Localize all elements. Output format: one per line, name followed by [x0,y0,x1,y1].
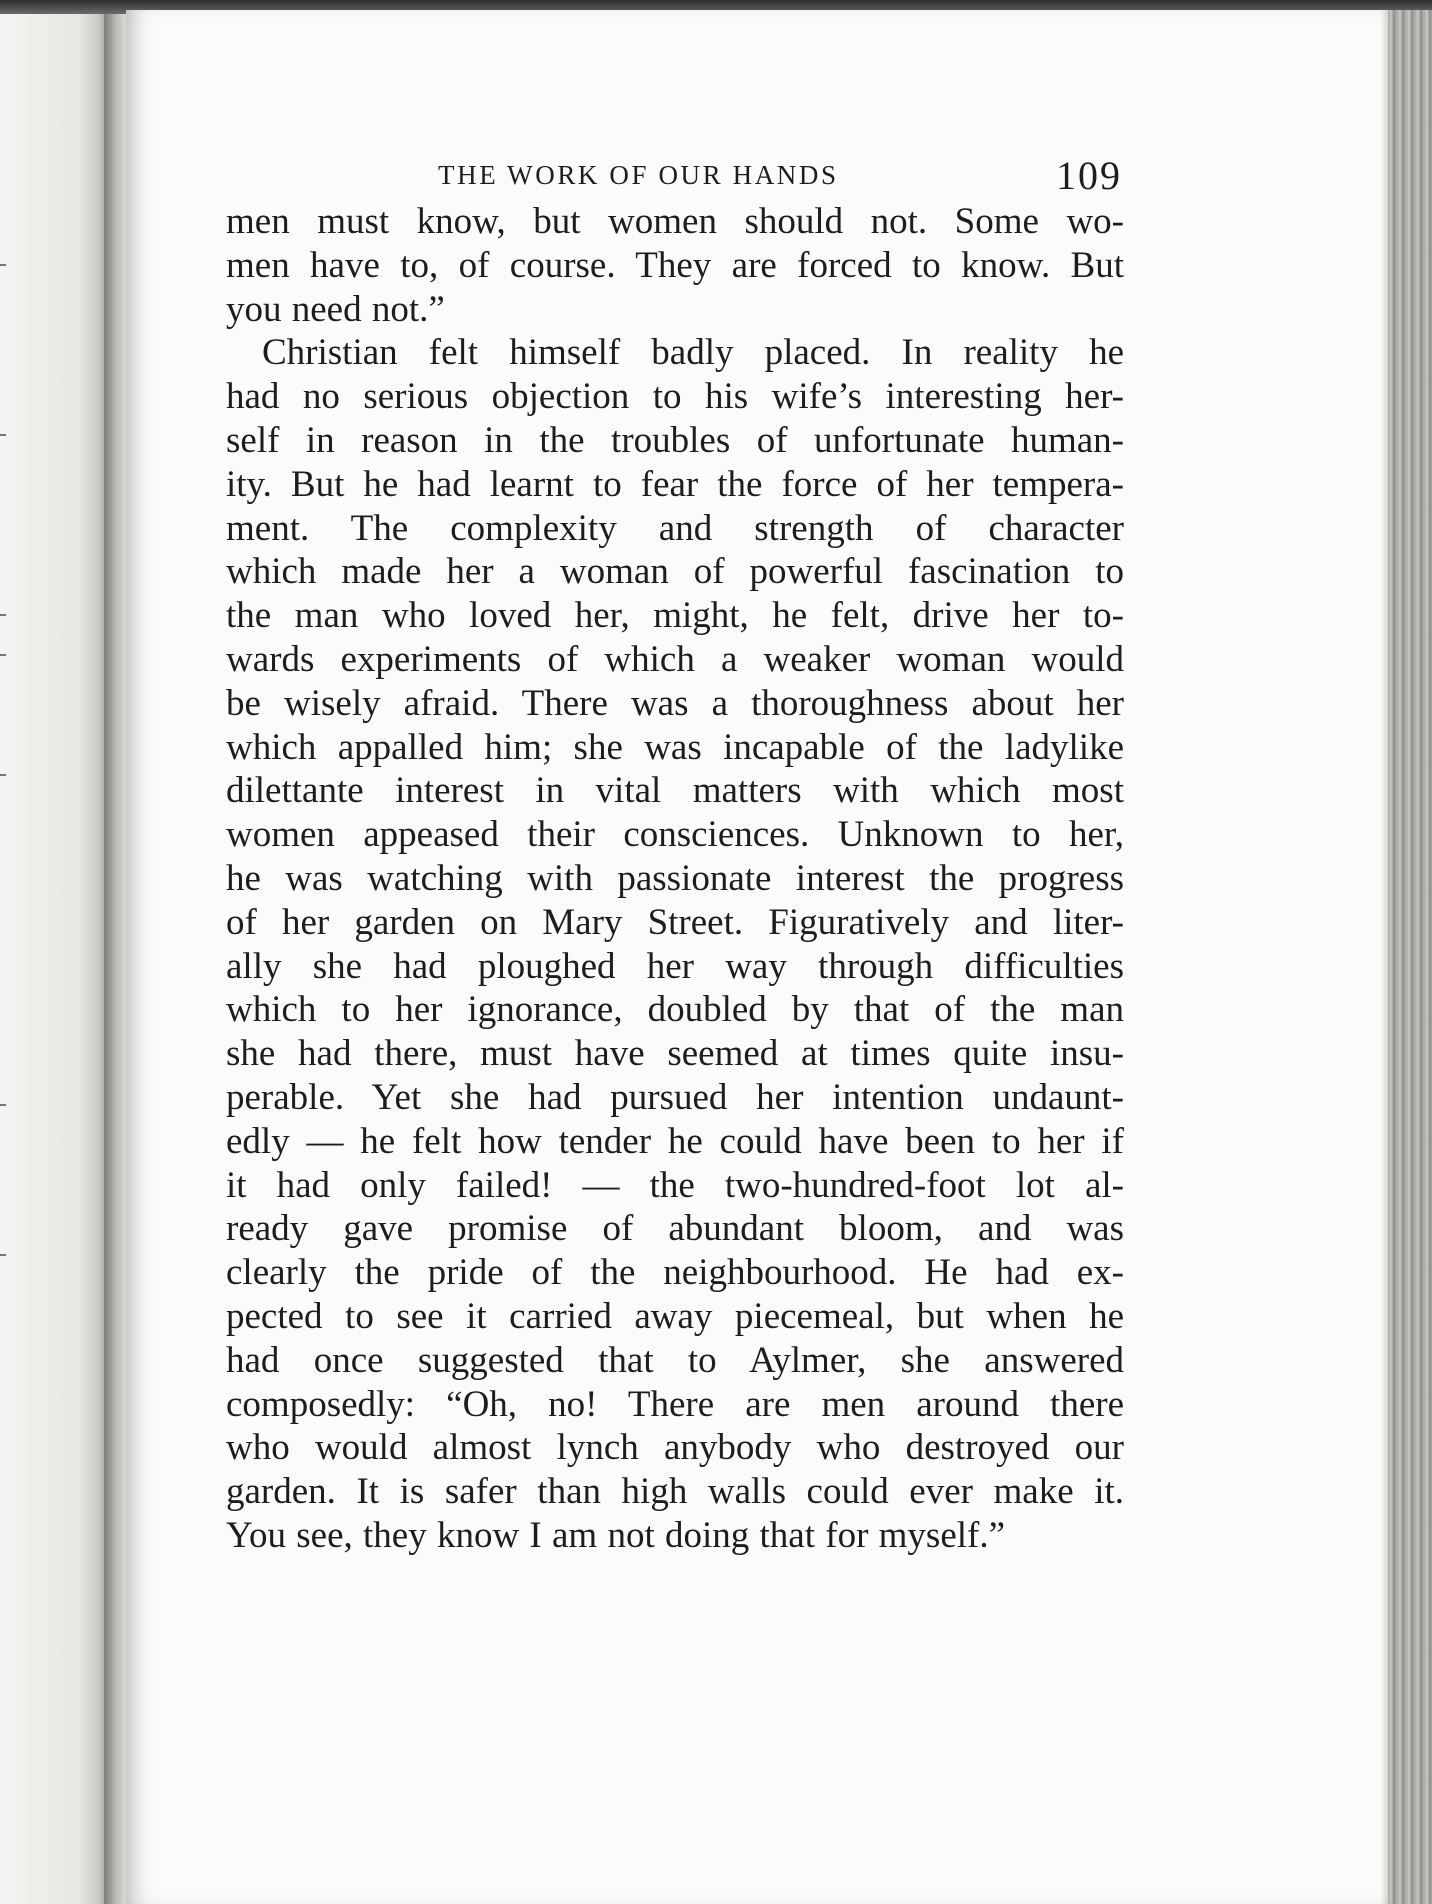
text-line: garden. It is safer than high walls could ever make it. [226,1471,1124,1513]
facing-page-mark [0,654,6,656]
text-line: dilettante interest in vital matters with which most [226,770,1124,812]
text-line: had no serious objection to his wife’s interesting her- [226,376,1124,418]
text-line: which made her a woman of powerful fascination to [226,551,1124,593]
text-line: self in reason in the troubles of unfortunate human- [226,419,1124,461]
text-line: ally she had ploughed her way through difficulties [226,945,1124,987]
running-head-title: THE WORK OF OUR HANDS [438,160,839,190]
facing-page-mark [0,1254,6,1256]
facing-page-mark [0,264,6,266]
paragraph [226,200,1124,331]
text-line: he was watching with passionate interest the progress [226,857,1124,899]
text-line: who would almost lynch anybody who destroyed our [226,1427,1124,1469]
page-number: 109 [1056,153,1122,198]
text-line: of her garden on Mary Street. Figuratively and liter- [226,901,1124,943]
text-line: edly — he felt how tender he could have been to her if [226,1120,1124,1162]
book-fore-edge [1388,10,1432,1904]
text-line: men must know, but women should not. Some wo- [226,201,1124,242]
paragraph [226,331,1124,1557]
facing-page-edge [0,14,112,1904]
page-text-block [226,148,1124,1558]
facing-page-mark [0,774,6,776]
text-line: clearly the pride of the neighbourhood. He had ex- [226,1252,1124,1294]
text-line: composedly: “Oh, no! There are men around there [226,1383,1124,1425]
text-line: the man who loved her, might, he felt, drive her to- [226,595,1124,637]
facing-page-mark [0,434,6,436]
running-head [226,148,1124,200]
text-line: had once suggested that to Aylmer, she answered [226,1339,1124,1381]
text-line: ready gave promise of abundant bloom, and was [226,1208,1124,1250]
text-line: perable. Yet she had pursued her intention undaunt- [226,1076,1124,1118]
text-line: you need not.” [226,288,445,330]
text-line: You see, they know I am not doing that for myself.” [226,1514,1006,1556]
text-line: be wisely afraid. There was a thoroughness about her [226,682,1124,724]
text-line: women appeased their consciences. Unknown to her, [226,814,1124,856]
text-line: Christian felt himself badly placed. In reality he [262,332,1124,374]
facing-page-mark [0,614,6,616]
facing-page-mark [0,1104,6,1106]
text-line: ity. But he had learnt to fear the force of her tempera- [226,463,1124,505]
text-line: which to her ignorance, doubled by that of the man [226,989,1124,1031]
text-line: wards experiments of which a weaker woman would [226,638,1124,680]
text-line: which appalled him; she was incapable of the ladylike [226,726,1124,768]
text-line: pected to see it carried away piecemeal, but when he [226,1295,1124,1337]
text-line: it had only failed! — the two-hundred-foot lot al- [226,1164,1124,1206]
text-line: men have to, of course. They are forced to know. But [226,244,1124,286]
text-line: she had there, must have seemed at times quite insu- [226,1033,1124,1075]
text-line: ment. The complexity and strength of character [226,507,1124,549]
